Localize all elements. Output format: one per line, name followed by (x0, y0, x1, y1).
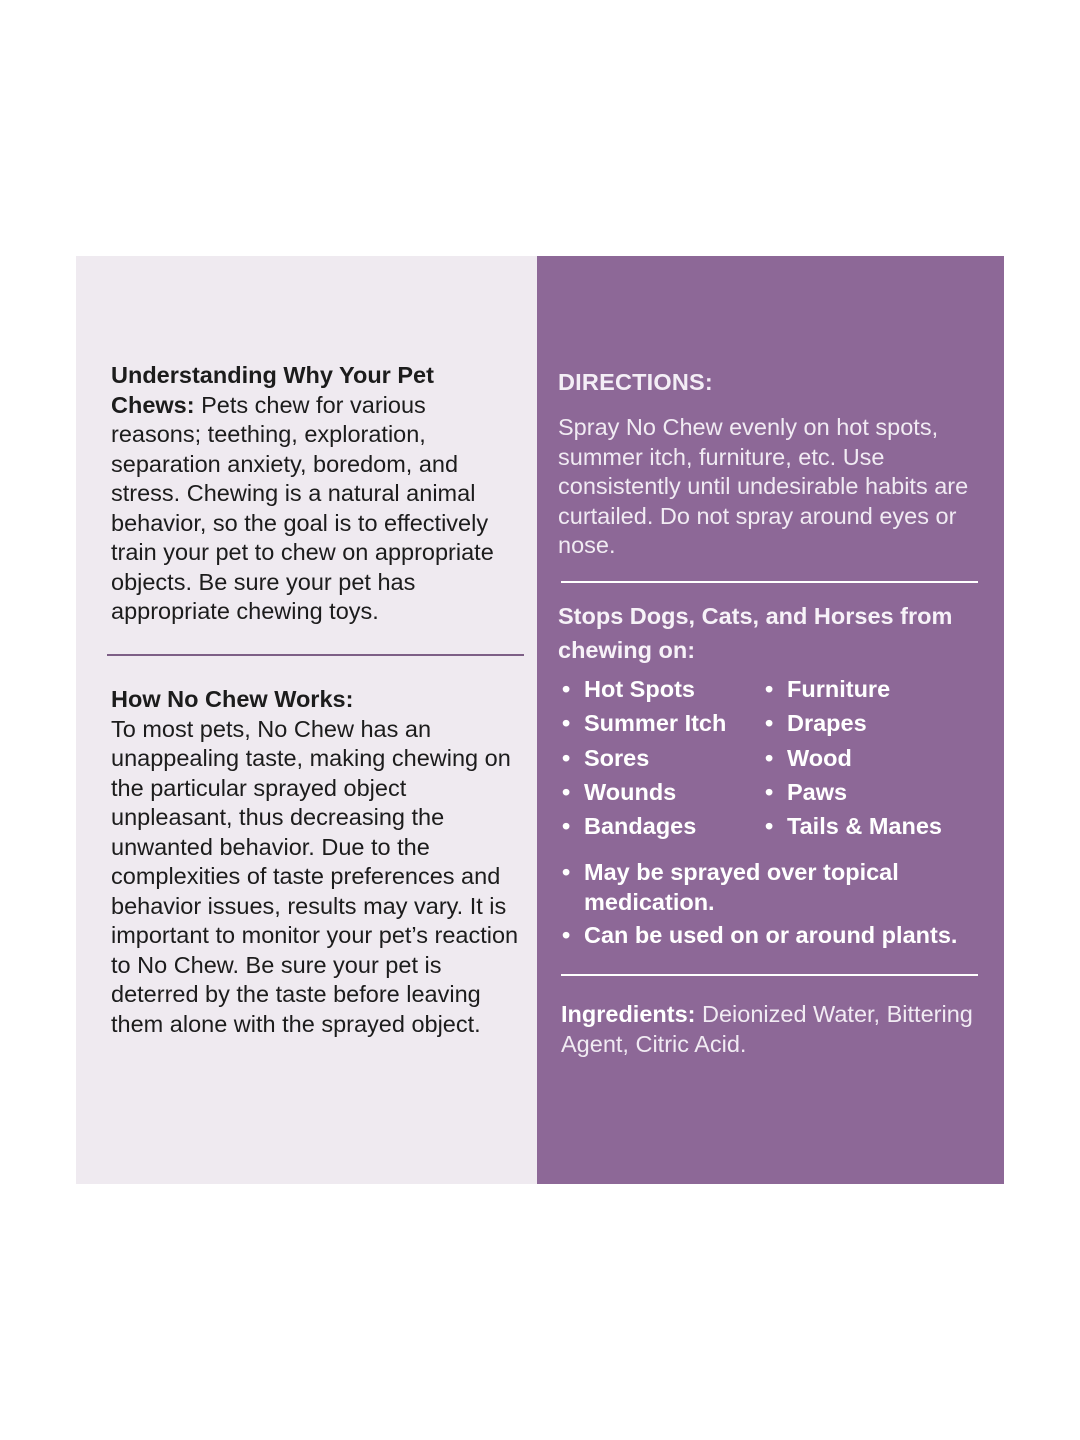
list-item: • Wounds (562, 775, 726, 809)
list-item: • Paws (765, 775, 942, 809)
directions-body: Spray No Chew evenly on hot spots, summer itch, furniture, etc. Use consistently until undesirable habits are curtailed. Do not spray around eyes or nose. (558, 414, 969, 558)
ingredients-divider (561, 974, 978, 976)
ingredients-value: Deionized Water, Bittering Agent, Citric Acid. (561, 1001, 973, 1057)
how-it-works-heading: How No Chew Works: (111, 686, 354, 712)
directions-divider (561, 581, 978, 583)
list-item: • Summer Itch (562, 706, 726, 740)
understanding-heading: Understanding Why Your Pet Chews: (111, 362, 434, 418)
list-item: • Hot Spots (562, 672, 726, 706)
list-item: • Tails & Manes (765, 809, 942, 843)
uses-list-right (765, 672, 942, 843)
list-item: • Sores (562, 741, 726, 775)
understanding-section (111, 361, 521, 627)
ingredients-label: Ingredients: (561, 1001, 696, 1027)
ingredients-section (561, 1000, 981, 1059)
understanding-body: Pets chew for various reasons; teething, exploration, separation anxiety, boredom, and stress. Chewing is a natural animal behavior, so the goal is to effectively train your pet to chew on appropriate objects. Be sure your pet has appropriate chewing toys. (111, 391, 494, 624)
usage-notes-list (562, 858, 982, 955)
list-item: • Furniture (765, 672, 942, 706)
list-item: • May be sprayed over topical medication. (562, 858, 982, 917)
list-item: • Can be used on or around plants. (562, 921, 982, 951)
directions-title: DIRECTIONS: (558, 369, 713, 395)
uses-list-left (562, 672, 726, 843)
list-item: • Drapes (765, 706, 942, 740)
list-item: • Bandages (562, 809, 726, 843)
list-item: • Wood (765, 741, 942, 775)
how-it-works-section (111, 685, 521, 1039)
how-it-works-body: To most pets, No Chew has an unappealing taste, making chewing on the particular sprayed object unpleasant, thus decreasing the unwanted behavior. Due to the complexities of taste preferences and behavior issues, results may vary. It is important to monitor your pet’s reaction to No Chew. Be sure your pet is deterred by the taste before leaving them alone with the sprayed object. (111, 715, 519, 1037)
stops-chewing-title: Stops Dogs, Cats, and Horses from chewing on: (558, 603, 953, 663)
left-divider (107, 654, 524, 656)
